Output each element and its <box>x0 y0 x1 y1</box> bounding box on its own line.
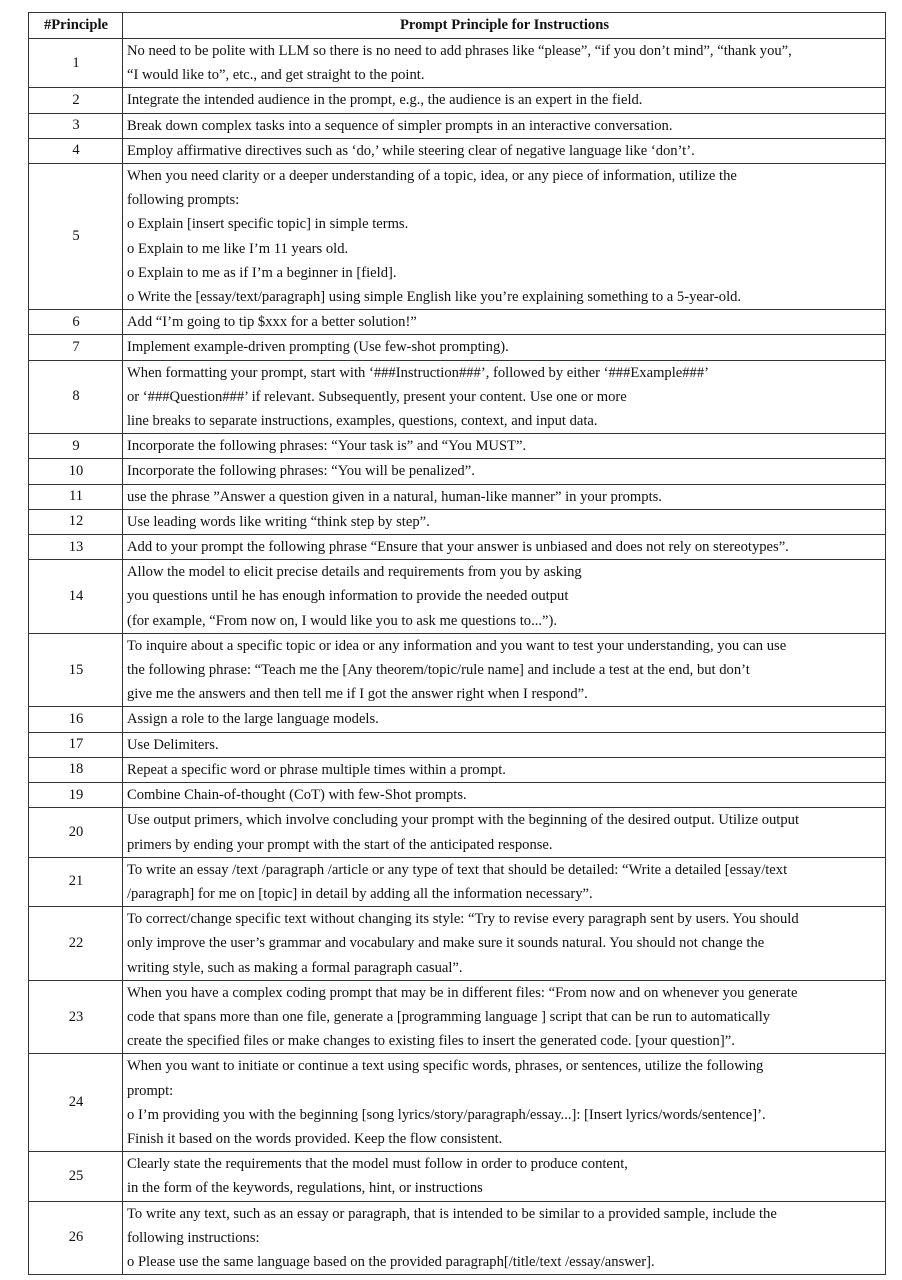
principle-text <box>123 1201 886 1275</box>
principle-text <box>123 980 886 1054</box>
principle-text <box>123 1152 886 1201</box>
principle-text-line: o Write the [essay/text/paragraph] using simple English like you’re explaining something to a 5-year-old. <box>127 289 742 306</box>
principle-number: 8 <box>29 360 123 434</box>
principle-text-line: writing style, such as making a formal paragraph casual”. <box>127 959 463 976</box>
principle-text-line: To correct/change specific text without changing its style: “Try to revise every paragraph sent by users. You should <box>127 911 799 928</box>
principle-text <box>123 459 886 484</box>
principle-text-line: When you need clarity or a deeper understanding of a topic, idea, or any piece of information, utilize the <box>127 168 737 185</box>
principle-text <box>123 808 886 857</box>
principle-text-line: To inquire about a specific topic or idea or any information and you want to test your understanding, you can use <box>127 637 787 654</box>
table-row <box>29 707 886 732</box>
principle-number: 10 <box>29 459 123 484</box>
principle-number: 6 <box>29 310 123 335</box>
table-row <box>29 1201 886 1275</box>
principle-text-line: Use leading words like writing “think step by step”. <box>127 513 430 530</box>
table-row <box>29 335 886 360</box>
principle-text-line: only improve the user’s grammar and vocabulary and make sure it sounds natural. You should not change the <box>127 935 765 952</box>
principle-text-line: Allow the model to elicit precise details and requirements from you by asking <box>127 564 582 581</box>
principle-number: 26 <box>29 1201 123 1275</box>
principle-text <box>123 707 886 732</box>
table-row <box>29 113 886 138</box>
principle-number: 1 <box>29 39 123 88</box>
principle-text-line: create the specified files or make changes to existing files to insert the generated code. [your question]”. <box>127 1033 735 1050</box>
principle-text-line: Break down complex tasks into a sequence of simpler prompts in an interactive conversation. <box>127 117 673 134</box>
principle-text <box>123 88 886 113</box>
principle-text-line: o Explain to me as if I’m a beginner in [field]. <box>127 264 397 281</box>
principle-text-line: Use Delimiters. <box>127 736 219 753</box>
principle-number: 12 <box>29 509 123 534</box>
principle-text-line: give me the answers and then tell me if I got the answer right when I respond”. <box>127 686 588 703</box>
principle-text-line: or ‘###Question###’ if relevant. Subsequently, present your content. Use one or more <box>127 388 627 405</box>
table-row <box>29 459 886 484</box>
principle-text <box>123 484 886 509</box>
principle-number: 22 <box>29 907 123 981</box>
principle-text <box>123 907 886 981</box>
principle-text <box>123 535 886 560</box>
principle-text-line: Add “I’m going to tip $xxx for a better solution!” <box>127 314 417 331</box>
principle-text-line: following instructions: <box>127 1229 260 1246</box>
table-row <box>29 360 886 434</box>
table-row <box>29 907 886 981</box>
table-row <box>29 980 886 1054</box>
principle-text-line: o Please use the same language based on the provided paragraph[/title/text /essay/answer]. <box>127 1253 655 1270</box>
principle-text <box>123 560 886 634</box>
principle-text <box>123 633 886 707</box>
principle-text-line: Add to your prompt the following phrase “Ensure that your answer is unbiased and does not rely on stereotypes”. <box>127 539 789 556</box>
principle-text-line: Incorporate the following phrases: “You will be penalized”. <box>127 463 475 480</box>
principle-text-line: in the form of the keywords, regulations, hint, or instructions <box>127 1180 483 1197</box>
principle-text-line: prompt: <box>127 1082 174 1099</box>
table-row <box>29 138 886 163</box>
principle-text-line: To write an essay /text /paragraph /article or any type of text that should be detailed: “Write a detailed [essay/text <box>127 861 788 878</box>
principle-number: 9 <box>29 434 123 459</box>
principle-text-line: Employ affirmative directives such as ‘do,’ while steering clear of negative language like ‘don’t’. <box>127 142 695 159</box>
principle-text-line: When you have a complex coding prompt that may be in different files: “From now and on whenever you generate <box>127 984 798 1001</box>
header-row <box>29 13 886 39</box>
principle-number: 21 <box>29 857 123 906</box>
principle-number: 20 <box>29 808 123 857</box>
principle-number: 13 <box>29 535 123 560</box>
principle-number: 4 <box>29 138 123 163</box>
principle-text-line: No need to be polite with LLM so there is no need to add phrases like “please”, “if you don’t mind”, “thank you”, <box>127 43 792 59</box>
table-row <box>29 88 886 113</box>
principles-table <box>28 12 886 1275</box>
principle-text-line: o I’m providing you with the beginning [song lyrics/story/paragraph/essay...]: [Insert lyrics/words/sentence]’. <box>127 1106 766 1123</box>
principle-text-line: use the phrase ”Answer a question given in a natural, human-like manner” in your prompts. <box>127 488 662 505</box>
principle-text-line: o Explain [insert specific topic] in simple terms. <box>127 216 409 233</box>
principle-text-line: To write any text, such as an essay or paragraph, that is intended to be similar to a provided sample, include the <box>127 1205 777 1222</box>
principle-text-line: Use output primers, which involve concluding your prompt with the beginning of the desired output. Utilize output <box>127 812 800 829</box>
principle-text <box>123 434 886 459</box>
principle-text <box>123 757 886 782</box>
principle-text-line: Clearly state the requirements that the model must follow in order to produce content, <box>127 1156 628 1173</box>
principle-number: 3 <box>29 113 123 138</box>
table-row <box>29 509 886 534</box>
table-row <box>29 857 886 906</box>
principle-number: 11 <box>29 484 123 509</box>
principle-text-line: When you want to initiate or continue a text using specific words, phrases, or sentences, utilize the following <box>127 1058 764 1075</box>
column-header-principle: Prompt Principle for Instructions <box>123 13 886 39</box>
principle-text <box>123 39 886 88</box>
table-row <box>29 1054 886 1152</box>
principle-text-line: Incorporate the following phrases: “Your task is” and “You MUST”. <box>127 438 527 455</box>
table-row <box>29 484 886 509</box>
principle-number: 23 <box>29 980 123 1054</box>
principle-number: 7 <box>29 335 123 360</box>
principle-text-line: you questions until he has enough information to provide the needed output <box>127 588 569 605</box>
principle-text-line: following prompts: <box>127 192 240 209</box>
table-row <box>29 434 886 459</box>
principle-text-line: Finish it based on the words provided. Keep the flow consistent. <box>127 1130 503 1147</box>
principle-text-line: line breaks to separate instructions, examples, questions, context, and input data. <box>127 413 598 430</box>
principle-text-line: Combine Chain-of-thought (CoT) with few-Shot prompts. <box>127 787 467 804</box>
table-row <box>29 633 886 707</box>
table-row <box>29 535 886 560</box>
principle-number: 16 <box>29 707 123 732</box>
principle-number: 19 <box>29 783 123 808</box>
principle-number: 17 <box>29 732 123 757</box>
principle-text <box>123 509 886 534</box>
principle-number: 5 <box>29 164 123 310</box>
principle-text-line: /paragraph] for me on [topic] in detail by adding all the information necessary”. <box>127 885 593 902</box>
principle-text <box>123 164 886 310</box>
principle-text-line: Integrate the intended audience in the prompt, e.g., the audience is an expert in the field. <box>127 92 643 109</box>
principle-number: 18 <box>29 757 123 782</box>
table-body <box>29 39 886 1275</box>
table-row <box>29 732 886 757</box>
table-row <box>29 560 886 634</box>
principle-text-line: Implement example-driven prompting (Use few-shot prompting). <box>127 339 509 356</box>
table-row <box>29 783 886 808</box>
principle-number: 2 <box>29 88 123 113</box>
principle-text <box>123 732 886 757</box>
table-header <box>29 13 886 39</box>
principle-text-line: code that spans more than one file, generate a [programming language ] script that can be run to automatically <box>127 1008 771 1025</box>
principle-text-line: “I would like to”, etc., and get straight to the point. <box>127 67 425 84</box>
principle-text-line: primers by ending your prompt with the start of the anticipated response. <box>127 836 553 853</box>
table-row <box>29 757 886 782</box>
principle-text <box>123 335 886 360</box>
principle-text <box>123 113 886 138</box>
principle-text <box>123 360 886 434</box>
principle-text <box>123 310 886 335</box>
principle-number: 15 <box>29 633 123 707</box>
principle-text-line: Repeat a specific word or phrase multiple times within a prompt. <box>127 761 506 778</box>
principle-text-line: When formatting your prompt, start with ‘###Instruction###’, followed by either ‘###Example###’ <box>127 364 709 381</box>
principle-text-line: the following phrase: “Teach me the [Any theorem/topic/rule name] and include a test at the end, but don’t <box>127 662 750 679</box>
table-row <box>29 39 886 88</box>
principle-text <box>123 1054 886 1152</box>
principle-number: 24 <box>29 1054 123 1152</box>
principle-text <box>123 138 886 163</box>
table-row <box>29 1152 886 1201</box>
table-row <box>29 164 886 310</box>
table-row <box>29 808 886 857</box>
principle-number: 25 <box>29 1152 123 1201</box>
principle-text <box>123 783 886 808</box>
principle-text-line: o Explain to me like I’m 11 years old. <box>127 240 349 257</box>
principle-number: 14 <box>29 560 123 634</box>
principle-text-line: (for example, “From now on, I would like you to ask me questions to...”). <box>127 612 558 629</box>
column-header-number: #Principle <box>29 13 123 39</box>
table-row <box>29 310 886 335</box>
principle-text-line: Assign a role to the large language models. <box>127 711 379 728</box>
principle-text <box>123 857 886 906</box>
